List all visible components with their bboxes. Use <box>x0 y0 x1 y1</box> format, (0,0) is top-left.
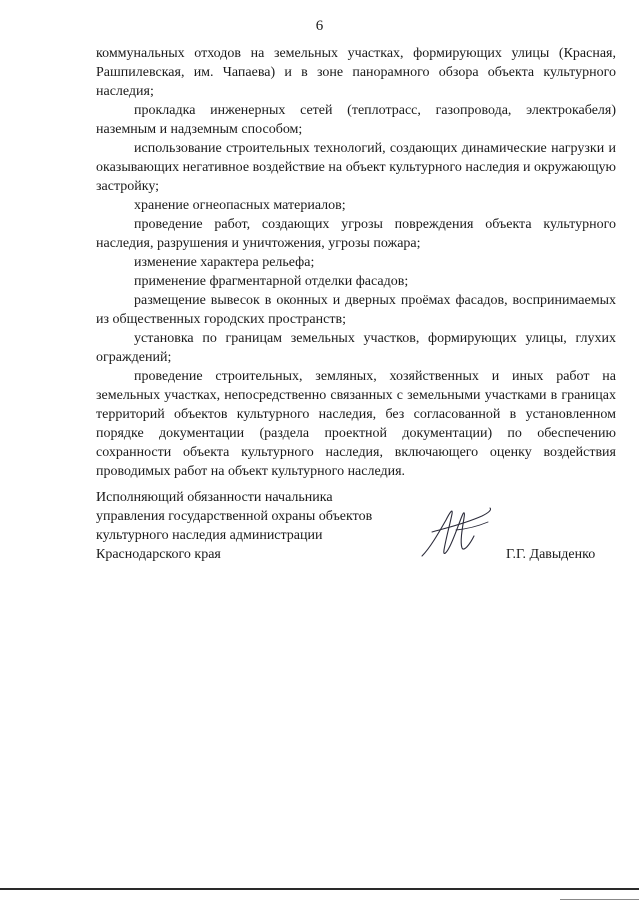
paragraph: установка по границам земельных участков, формирующих улицы, глухих ограждений; <box>96 331 616 365</box>
page-bottom-border <box>0 888 639 890</box>
page-number: 6 <box>315 18 324 34</box>
paragraph: проведение строительных, земляных, хозяйственных и иных работ на земельных участках, непосредственно связанных с земельными участками в границах территорий объектов культурного наследия, без согласованной в установленном порядке документации (раздела проектной документации) по обеспечению сохранности объекта культурного наследия, включающего оценку воздействия проводимых работ на объект культурного наследия. <box>96 369 616 479</box>
paragraph: применение фрагментарной отделки фасадов; <box>134 274 409 289</box>
paragraph: прокладка инженерных сетей (теплотрасс, газопровода, электрокабеля) наземным и надземным способом; <box>96 103 616 137</box>
paragraph: коммунальных отходов на земельных участках, формирующих улицы (Красная, Рашпилевская, им. Чапаева) и в зоне панорамного обзора объекта культурного наследия; <box>96 46 616 99</box>
paragraph: хранение огнеопасных материалов; <box>134 198 346 213</box>
signatory-title-line: управления государственной охраны объектов <box>96 509 373 524</box>
signatory-title-line: Краснодарского края <box>96 547 221 562</box>
signatory-title <box>96 488 416 564</box>
signatory-title-line: культурного наследия администрации <box>96 528 323 543</box>
signature-block <box>96 488 616 568</box>
paragraph: размещение вывесок в оконных и дверных проёмах фасадов, воспринимаемых из общественных городских пространств; <box>96 293 616 327</box>
handwritten-signature <box>416 502 496 562</box>
paragraph: использование строительных технологий, создающих динамические нагрузки и оказывающих негативное воздействие на объект культурного наследия и окружающую застройку; <box>96 141 616 194</box>
document-body <box>96 44 616 481</box>
paragraph: проведение работ, создающих угрозы повреждения объекта культурного наследия, разрушения и уничтожения, угрозы пожара; <box>96 217 616 251</box>
page-bottom-edge <box>560 899 639 900</box>
signatory-name: Г.Г. Давыденко <box>506 547 596 562</box>
paragraph: изменение характера рельефа; <box>134 255 315 270</box>
signatory-title-line: Исполняющий обязанности начальника <box>96 490 333 505</box>
